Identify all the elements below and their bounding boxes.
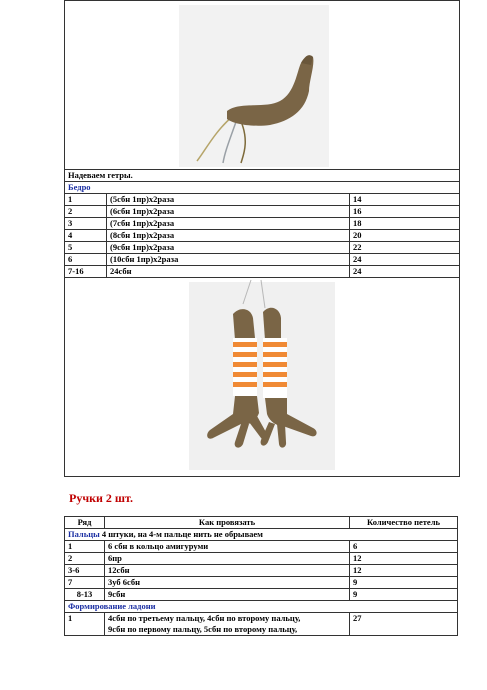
row-instructions: 12сбн <box>105 565 350 577</box>
row-number: 1 <box>65 613 105 636</box>
caption-row: Надеваем гетры. <box>65 170 460 182</box>
table-row <box>65 254 460 266</box>
table-row <box>65 194 460 206</box>
table-row <box>65 266 460 278</box>
row-count: 9 <box>350 577 458 589</box>
table-row <box>65 242 460 254</box>
row-number: 6 <box>65 254 107 266</box>
row-number: 5 <box>65 242 107 254</box>
table-row <box>65 565 458 577</box>
crochet-leg-photo <box>65 1 459 169</box>
table-row <box>65 218 460 230</box>
row-instructions-line: 9сбн по первому пальцу, 5сбн по второму пальцу, <box>108 624 298 634</box>
row-number: 2 <box>65 553 105 565</box>
row-number: 8-13 <box>65 589 105 601</box>
table-row <box>65 589 458 601</box>
leg-table <box>64 0 460 477</box>
row-instructions: 6пр <box>105 553 350 565</box>
row-count: 24 <box>350 254 460 266</box>
header-row <box>65 517 458 529</box>
row-number: 7-16 <box>65 266 107 278</box>
row-count: 6 <box>350 541 458 553</box>
header-count-col: Количество петель <box>350 517 458 529</box>
row-number: 7 <box>65 577 105 589</box>
row-instructions: 6 сбн в кольцо амигуруми <box>105 541 350 553</box>
row-instructions: (9сбн 1пр)х2раза <box>107 242 350 254</box>
photo-cell-bottom <box>65 278 460 477</box>
header-how-col: Как провязать <box>105 517 350 529</box>
row-number: 2 <box>65 206 107 218</box>
section-title-hands: Ручки 2 шт. <box>69 491 134 505</box>
row-count: 20 <box>350 230 460 242</box>
row-count: 16 <box>350 206 460 218</box>
fingers-section-row <box>65 529 458 541</box>
photo-cell-top <box>65 1 460 170</box>
table-row <box>65 541 458 553</box>
row-number: 3 <box>65 218 107 230</box>
row-count: 24 <box>350 266 460 278</box>
fingers-label: Пальцы <box>68 529 100 539</box>
row-instructions <box>105 613 350 636</box>
hands-table <box>64 516 458 636</box>
row-count: 22 <box>350 242 460 254</box>
row-number: 1 <box>65 194 107 206</box>
row-count: 18 <box>350 218 460 230</box>
row-instructions: (8сбн 1пр)х2раза <box>107 230 350 242</box>
row-instructions: (6сбн 1пр)х2раза <box>107 206 350 218</box>
header-row-col: Ряд <box>65 517 105 529</box>
palm-section-row: Формирование ладони <box>65 601 458 613</box>
row-number: 3-6 <box>65 565 105 577</box>
row-count: 12 <box>350 553 458 565</box>
fingers-note: 4 штуки, на 4-м пальце нить не обрываем <box>99 529 263 539</box>
row-instructions: (5сбн 1пр)х2раза <box>107 194 350 206</box>
row-number: 4 <box>65 230 107 242</box>
row-count: 14 <box>350 194 460 206</box>
table-row <box>65 230 460 242</box>
row-instructions: 24сбн <box>107 266 350 278</box>
row-count: 9 <box>350 589 458 601</box>
row-instructions: (7сбн 1пр)х2раза <box>107 218 350 230</box>
row-instructions: 9сбн <box>105 589 350 601</box>
section-thigh: Бедро <box>65 182 460 194</box>
row-instructions: (10сбн 1пр)х2раза <box>107 254 350 266</box>
row-number: 1 <box>65 541 105 553</box>
table-row <box>65 613 458 636</box>
row-count: 12 <box>350 565 458 577</box>
row-count: 27 <box>350 613 458 636</box>
row-instructions: 3уб 6сбн <box>105 577 350 589</box>
table-row <box>65 206 460 218</box>
crochet-legs-gaiters-photo <box>65 278 459 476</box>
table-row <box>65 553 458 565</box>
table-row <box>65 577 458 589</box>
row-instructions-line: 4сбн по третьему пальцу, 4сбн по второму пальцу, <box>108 613 301 623</box>
